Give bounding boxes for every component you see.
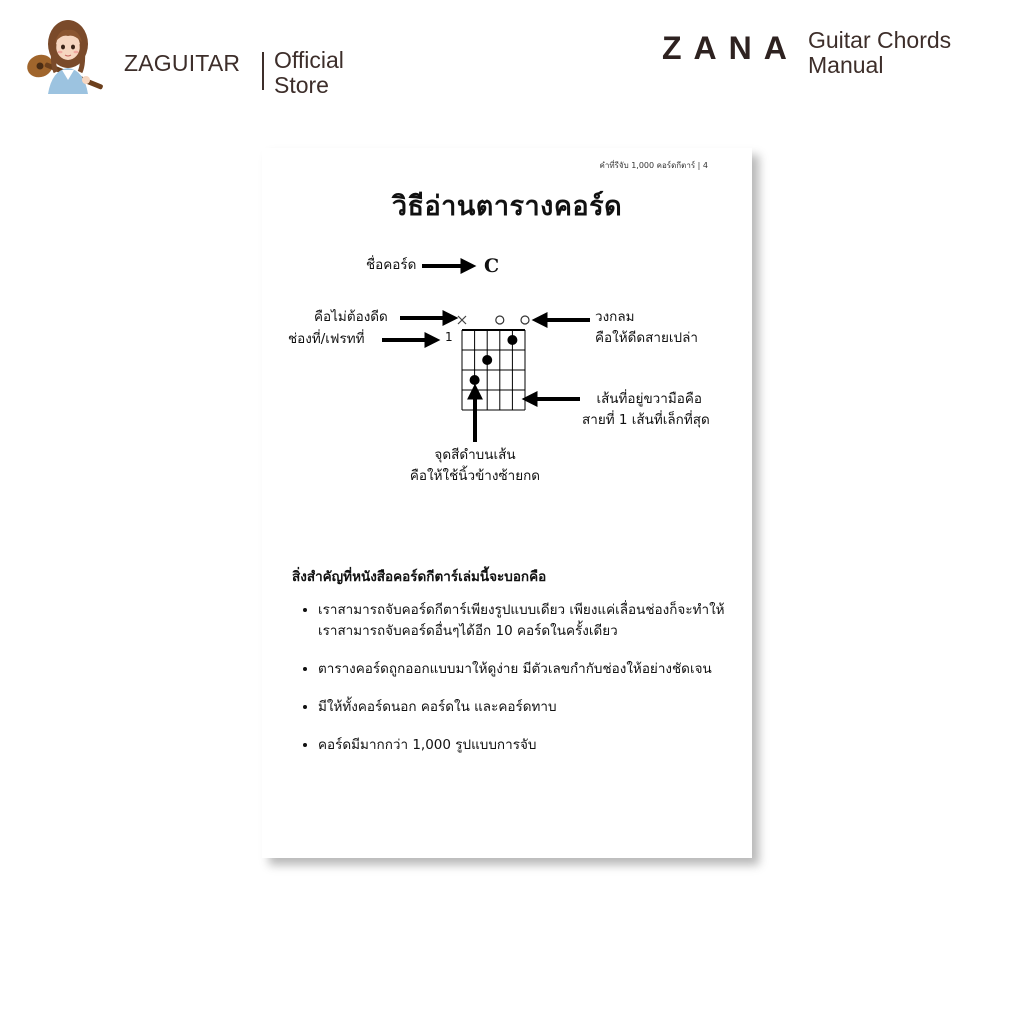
brand-subtitle bbox=[274, 48, 344, 98]
zana-logo-word: ZANA bbox=[662, 30, 799, 66]
product-subtitle-line2: Manual bbox=[808, 52, 884, 78]
feature-list bbox=[292, 600, 738, 773]
finger-dot bbox=[507, 335, 517, 345]
label-fret: ช่องที่/เฟรทที่ bbox=[288, 331, 365, 347]
open-string-circle-icon bbox=[496, 316, 504, 324]
list-item: • คอร์ดมีมากกว่า 1,000 รูปแบบการจับ bbox=[318, 735, 738, 756]
finger-dot bbox=[482, 355, 492, 365]
label-finger-dot bbox=[405, 445, 545, 487]
label-chord-name: ชื่อคอร์ด bbox=[366, 257, 417, 273]
label-open-line1: วงกลม bbox=[595, 309, 635, 325]
label-open bbox=[595, 307, 698, 349]
brand-name: ZAGUITAR bbox=[124, 50, 241, 76]
label-first-string-line2: สายที่ 1 เส้นที่เล็กที่สุด bbox=[582, 412, 710, 428]
label-open-line2: คือให้ดีดสายเปล่า bbox=[595, 330, 698, 346]
label-finger-dot-line2: คือให้ใช้นิ้วข้างซ้ายกด bbox=[409, 468, 541, 484]
label-muted: คือไม่ต้องดีด bbox=[314, 309, 388, 325]
girl-with-guitar-avatar-icon bbox=[22, 14, 112, 94]
running-head: คำที่รีจับ 1,000 คอร์ดกีตาร์ | 4 bbox=[599, 161, 708, 170]
brand-divider bbox=[262, 52, 264, 90]
open-string-circle-icon bbox=[521, 316, 529, 324]
finger-dot bbox=[470, 375, 480, 385]
section-heading: สิ่งสำคัญที่หนังสือคอร์ดกีตาร์เล่มนี้จะบอกคือ bbox=[292, 569, 547, 585]
store-logo bbox=[22, 14, 352, 98]
muted-string-x-icon bbox=[458, 316, 466, 324]
list-item: • เราสามารถจับคอร์ดกีตาร์เพียงรูปแบบเดียว เพียงแค่เลื่อนช่องก็จะทำให้เราสามารถจับคอร์ดอื่นๆได้อีก 10 คอร์ดในครั้งเดียว bbox=[318, 600, 738, 642]
product-subtitle bbox=[808, 28, 951, 78]
brand-subtitle-line2: Store bbox=[274, 72, 329, 98]
label-first-string-line1: เส้นที่อยู่ขวามือคือ bbox=[596, 391, 702, 407]
list-item: • ตารางคอร์ดถูกออกแบบมาให้ดูง่าย มีตัวเลขกำกับช่องให้อย่างชัดเจน bbox=[318, 659, 738, 680]
label-first-string bbox=[582, 389, 710, 431]
page-title: วิธีอ่านตารางคอร์ด bbox=[391, 191, 623, 222]
product-logo bbox=[662, 26, 1002, 86]
list-item: • มีให้ทั้งคอร์ดนอก คอร์ดใน และคอร์ดทาบ bbox=[318, 697, 738, 718]
brand-subtitle-line1: Official bbox=[274, 47, 344, 73]
label-finger-dot-line1: จุดสีดำบนเส้น bbox=[434, 447, 516, 463]
fret-number: 1 bbox=[445, 330, 453, 344]
product-subtitle-line1: Guitar Chords bbox=[808, 27, 952, 53]
book-page bbox=[262, 148, 752, 858]
chord-name: C bbox=[484, 255, 500, 277]
